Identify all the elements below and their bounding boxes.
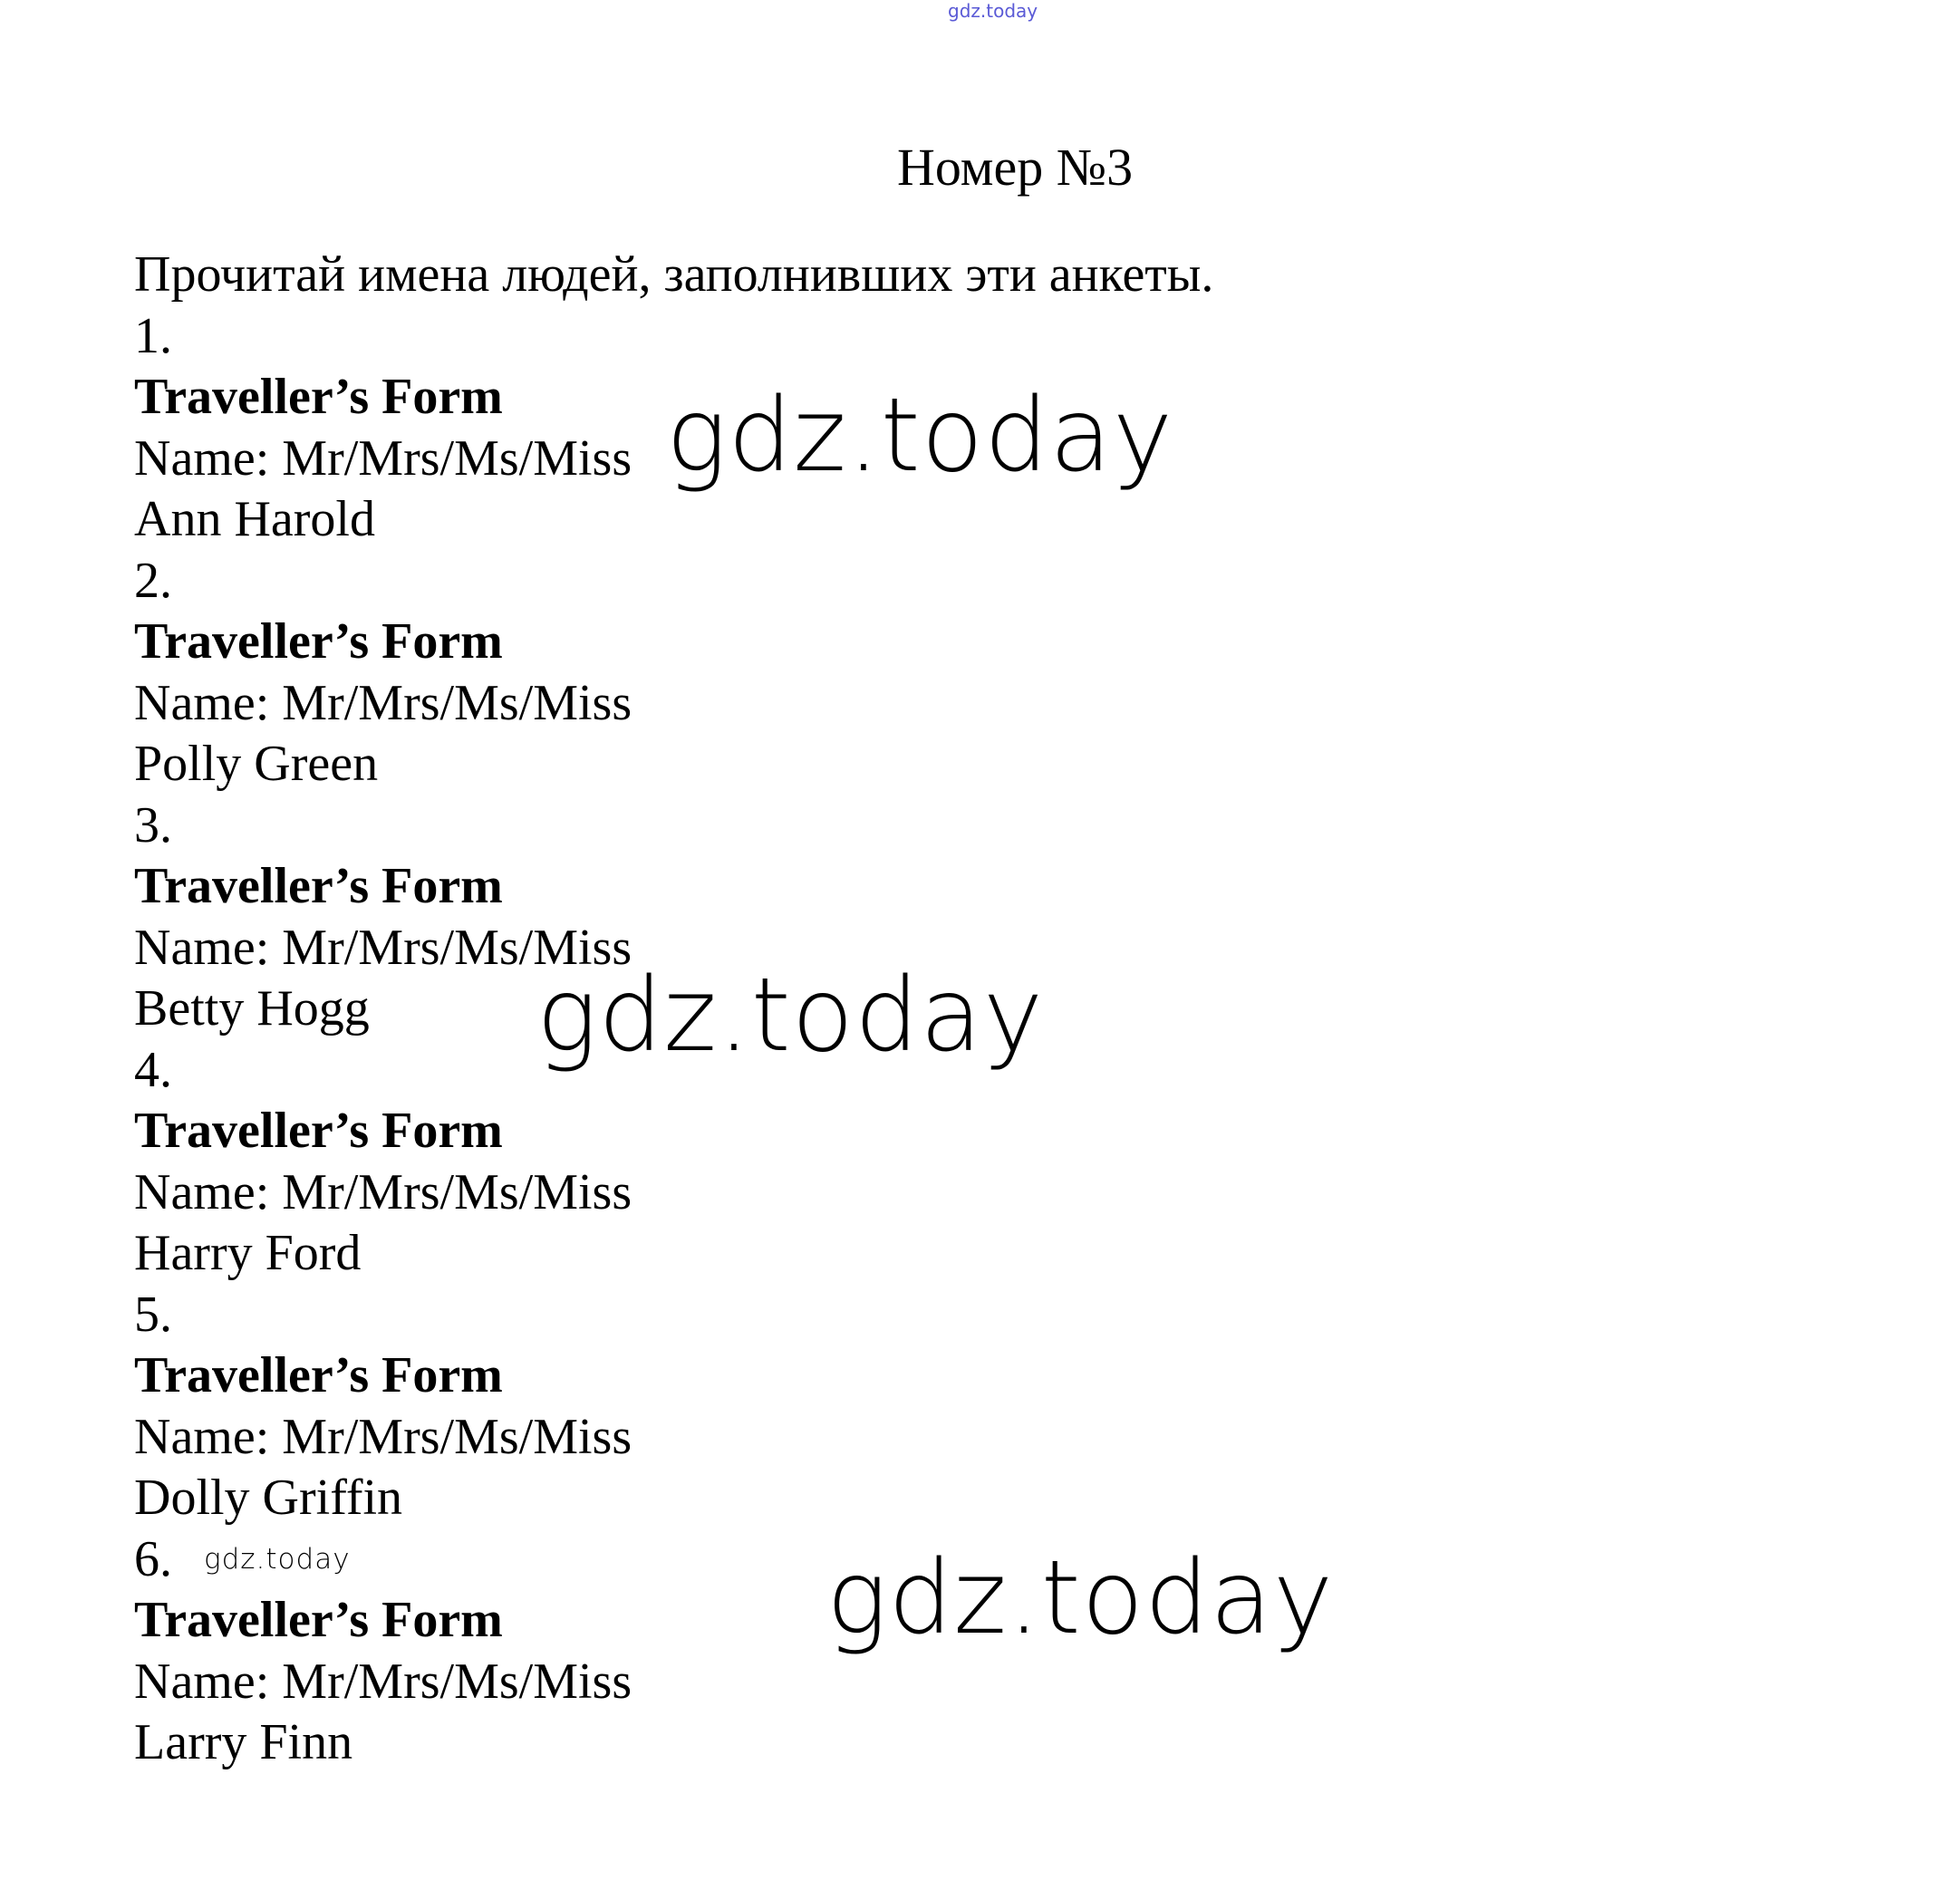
form-number: 1. bbox=[134, 307, 172, 364]
form-heading: Traveller’s Form bbox=[134, 1347, 503, 1403]
person-name: Betty Hogg bbox=[134, 980, 370, 1036]
watermark-small: gdz.today bbox=[204, 1543, 351, 1576]
instruction-text: Прочитай имена людей, заполнивших эти анкеты. bbox=[134, 246, 1214, 303]
person-name: Ann Harold bbox=[134, 491, 375, 547]
form-number: 2. bbox=[134, 552, 172, 609]
form-number: 3. bbox=[134, 796, 172, 853]
form-heading: Traveller’s Form bbox=[134, 1103, 503, 1159]
person-name: Harry Ford bbox=[134, 1225, 362, 1281]
watermark-large-2: gdz.today bbox=[536, 957, 1045, 1075]
form-entry-5 bbox=[134, 1285, 1403, 1529]
form-number: 4. bbox=[134, 1041, 172, 1098]
form-entry-2 bbox=[134, 551, 1403, 795]
name-label: Name: Mr/Mrs/Ms/Miss bbox=[134, 1163, 632, 1220]
page-title: Номер №3 bbox=[897, 138, 1134, 197]
person-name: Larry Finn bbox=[134, 1714, 353, 1770]
form-heading: Traveller’s Form bbox=[134, 613, 503, 670]
form-number: 6. bbox=[134, 1530, 172, 1587]
watermark-large-3: gdz.today bbox=[826, 1539, 1335, 1657]
name-label: Name: Mr/Mrs/Ms/Miss bbox=[134, 674, 632, 731]
name-label: Name: Mr/Mrs/Ms/Miss bbox=[134, 429, 632, 487]
form-heading: Traveller’s Form bbox=[134, 858, 503, 914]
form-entry-4 bbox=[134, 1040, 1403, 1285]
form-number: 5. bbox=[134, 1286, 172, 1343]
person-name: Dolly Griffin bbox=[134, 1470, 403, 1526]
person-name: Polly Green bbox=[134, 736, 379, 792]
form-heading: Traveller’s Form bbox=[134, 369, 503, 425]
name-label: Name: Mr/Mrs/Ms/Miss bbox=[134, 919, 632, 976]
watermark-large-1: gdz.today bbox=[666, 377, 1174, 495]
name-label: Name: Mr/Mrs/Ms/Miss bbox=[134, 1408, 632, 1465]
form-heading: Traveller’s Form bbox=[134, 1592, 503, 1648]
name-label: Name: Mr/Mrs/Ms/Miss bbox=[134, 1653, 632, 1710]
top-watermark: gdz.today bbox=[948, 0, 1038, 22]
